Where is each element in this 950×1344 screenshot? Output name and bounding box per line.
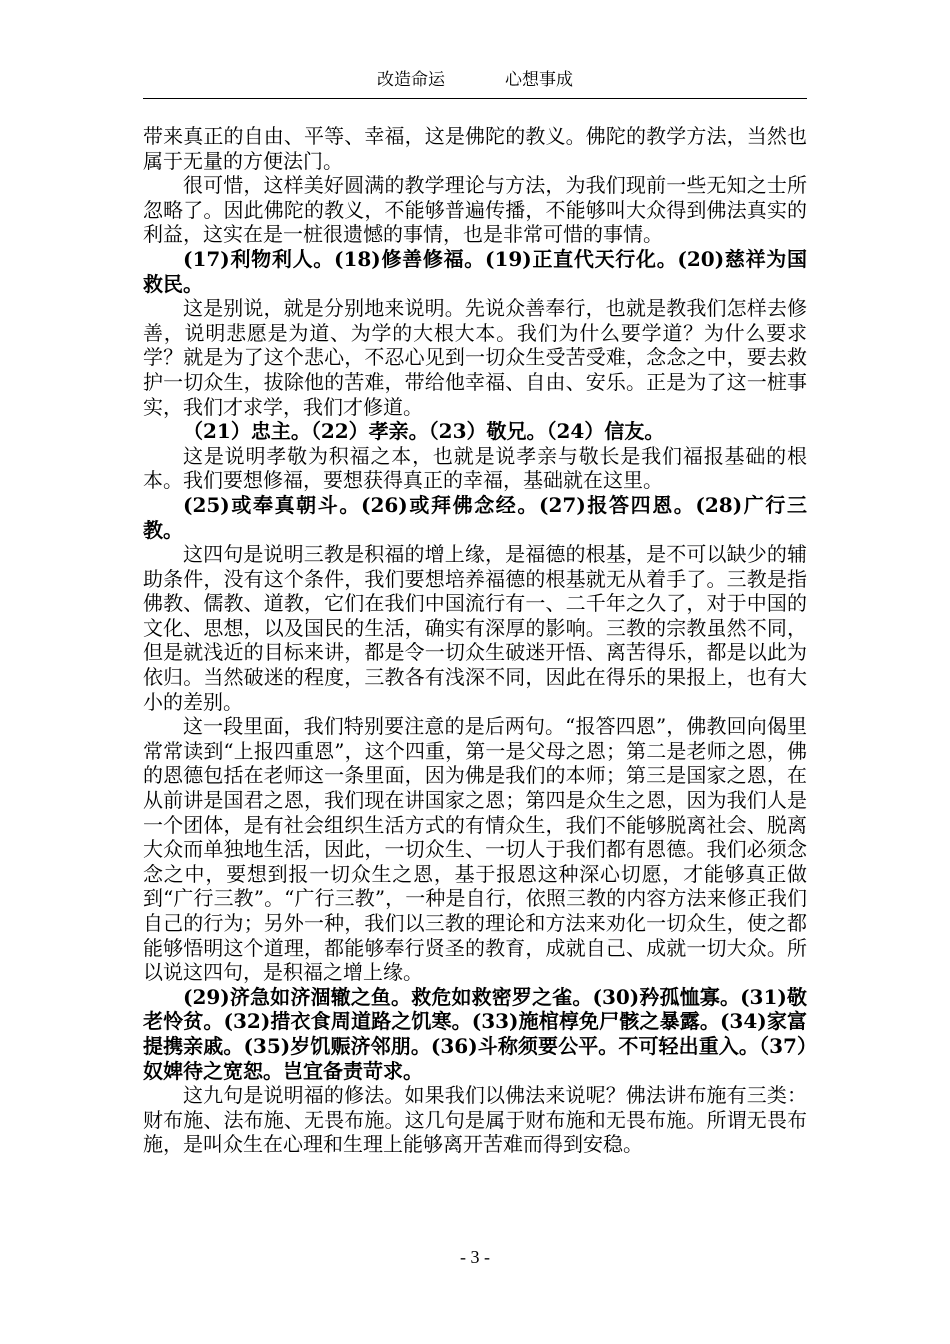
scripture-verse: (17)利物利人。(18)修善修福。(19)正直代天行化。(20)慈祥为国救民。 xyxy=(143,246,807,296)
body-text xyxy=(143,124,807,1157)
paragraph: 这是说明孝敬为积福之本，也就是说孝亲与敬长是我们福报基础的根本。我们要想修福，要想获得真正的幸福，基础就在这里。 xyxy=(143,443,807,493)
paragraph: 这九句是说明福的修法。如果我们以佛法来说呢？佛法讲布施有三类：财布施、法布施、无畏布施。这几句是属于财布施和无畏布施。所谓无畏布施，是叫众生在心理和生理上能够离开苦难而得到安稳。 xyxy=(143,1083,807,1157)
header-right-title: 心想事成 xyxy=(505,70,573,90)
running-header xyxy=(143,70,807,96)
scripture-verse: (29)济急如济涸辙之鱼。救危如救密罗之雀。(30)矜孤恤寡。(31)敬老怜贫。(32)措衣食周道路之饥寒。(33)施棺椁免尸骸之暴露。(34)家富提携亲戚。(35)岁饥赈济邻朋。(36)斗称须要公平。不可轻出重入。（37）奴婢待之宽恕。岂宜备责苛求。 xyxy=(143,984,807,1083)
paragraph: 很可惜，这样美好圆满的教学理论与方法，为我们现前一些无知之士所忽略了。因此佛陀的教义，不能够普遍传播，不能够叫大众得到佛法真实的利益，这实在是一桩很遗憾的事情，也是非常可惜的事情。 xyxy=(143,173,807,247)
paragraph: 这四句是说明三教是积福的增上缘，是福德的根基，是不可以缺少的辅助条件，没有这个条件，我们要想培养福德的根基就无从着手了。三教是指佛教、儒教、道教，它们在我们中国流行有一、二千年之久了，对于中国的文化、思想，以及国民的生活，确实有深厚的影响。三教的宗教虽然不同，但是就浅近的目标来讲，都是令一切众生破迷开悟、离苦得乐，都是以此为依归。当然破迷的程度，三教各有浅深不同，因此在得乐的果报上，也有大小的差别。 xyxy=(143,542,807,714)
scripture-verse: (25)或奉真朝斗。(26)或拜佛念经。(27)报答四恩。(28)广行三教。 xyxy=(143,492,807,542)
header-rule xyxy=(143,98,807,99)
scripture-verse: （21）忠主。（22）孝亲。（23）敬兄。（24）信友。 xyxy=(183,419,665,444)
paragraph: 这一段里面，我们特别要注意的是后两句。“报答四恩”，佛教回向偈里常常读到“上报四重恩”，这个四重，第一是父母之恩；第二是老师之恩，佛的恩德包括在老师这一条里面，因为佛是我们的本师；第三是国家之恩，在从前讲是国君之恩，我们现在讲国家之恩；第四是众生之恩，因为我们人是一个团体，是有社会组织生活方式的有情众生，我们不能够脱离社会、脱离大众而单独地生活，因此，一切众生、一切人于我们都有恩德。我们必须念念之中，要想到报一切众生之恩，基于报恩这种深心切愿，才能够真正做到“广行三教”。“广行三教”，一种是自行，依照三教的内容方法来修正我们自己的行为；另外一种，我们以三教的理论和方法来劝化一切众生，使之都能够悟明这个道理，都能够奉行贤圣的教育，成就自己、成就一切大众。所以说这四句，是积福之增上缘。 xyxy=(143,714,807,985)
page-number: - 3 - xyxy=(460,1247,490,1267)
header-left-title: 改造命运 xyxy=(377,70,445,90)
paragraph-continued: 带来真正的自由、平等、幸福，这是佛陀的教义。佛陀的教学方法，当然也属于无量的方便法门。 xyxy=(143,124,807,173)
paragraph: 这是别说，就是分别地来说明。先说众善奉行，也就是教我们怎样去修善，说明悲愿是为道、为学的大根大本。我们为什么要学道？为什么要求学？就是为了这个悲心，不忍心见到一切众生受苦受难，念念之中，要去救护一切众生，拔除他的苦难，带给他幸福、自由、安乐。正是为了这一桩事实，我们才求学，我们才修道。 xyxy=(143,296,807,419)
